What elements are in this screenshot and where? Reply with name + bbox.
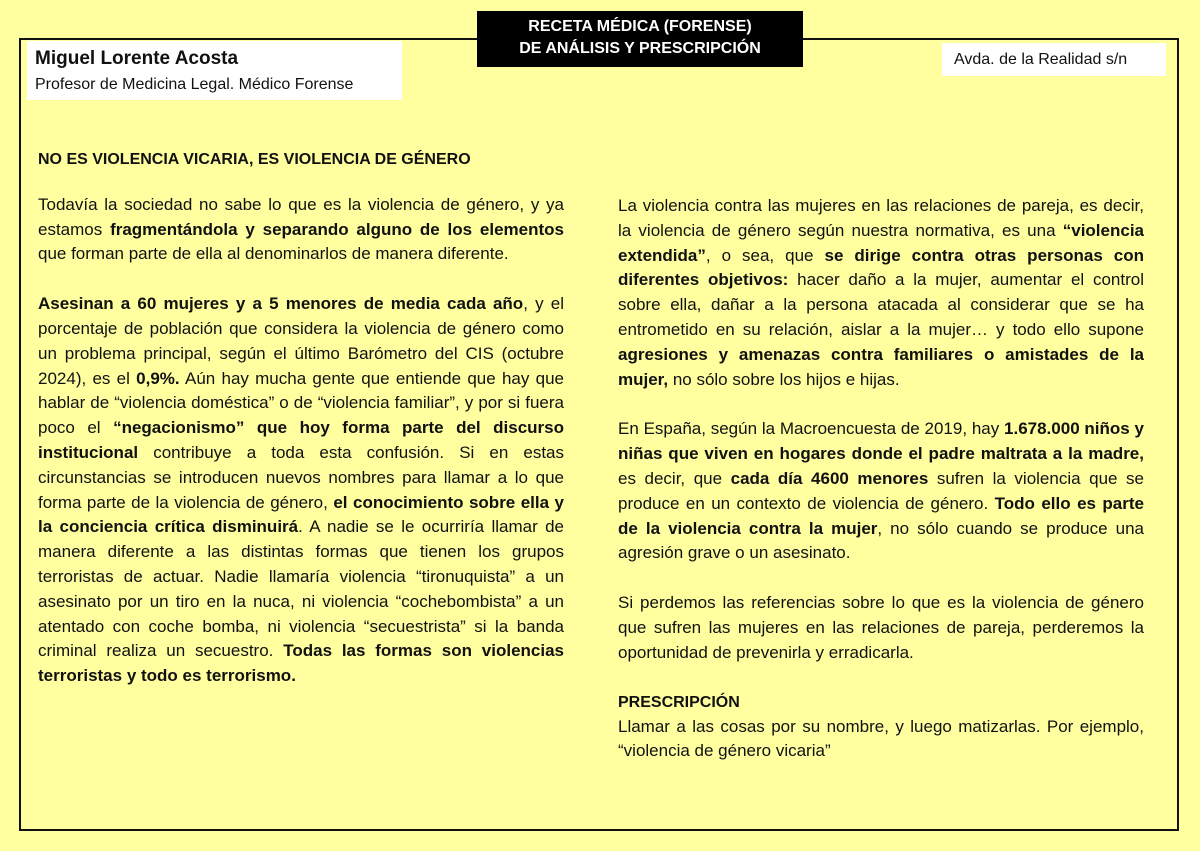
p2-bold-2: 0,9%. bbox=[136, 368, 180, 388]
p4-text-2: es decir, que bbox=[618, 468, 731, 488]
p4-text-4: , no sólo cuando se produce una agresión grave o un asesinato. bbox=[618, 518, 1144, 563]
paragraph-4 bbox=[618, 417, 1144, 566]
author-card bbox=[27, 41, 402, 100]
article-heading: NO ES VIOLENCIA VICARIA, ES VIOLENCIA DE GÉNERO bbox=[38, 151, 471, 168]
p1-text-a: Todavía la sociedad no sabe lo que es la violencia de género, y ya estamos bbox=[38, 194, 564, 239]
address-card: Avda. de la Realidad s/n bbox=[942, 43, 1166, 76]
title-line-1: RECETA MÉDICA (FORENSE) bbox=[528, 18, 752, 35]
p4-bold-2: cada día 4600 menores bbox=[730, 468, 929, 488]
left-column bbox=[38, 148, 564, 714]
p3-bold-3: agresiones y amenazas contra familiares o amistades de la mujer, bbox=[618, 344, 1144, 389]
document-title bbox=[477, 11, 803, 67]
p4-text-3: sufren la violencia que se produce en un contexto de violencia de género. bbox=[618, 468, 1144, 513]
paragraph-2 bbox=[38, 292, 564, 689]
p2-text-1: , y el porcentaje de población que considera la violencia de género como un problema principal, según el último Barómetro del CIS (octubre 2024), es el bbox=[38, 294, 564, 388]
prescription-title: PRESCRIPCIÓN bbox=[618, 693, 740, 711]
p2-bold-4: el conocimiento sobre ella y la conciencia crítica disminuirá bbox=[38, 492, 565, 537]
title-line-2: DE ANÁLISIS Y PRESCRIPCIÓN bbox=[519, 40, 761, 57]
author-role: Profesor de Medicina Legal. Médico Forense bbox=[35, 76, 354, 93]
p2-bold-1: Asesinan a 60 mujeres y a 5 menores de media cada año bbox=[38, 294, 524, 314]
p3-text-1: La violencia contra las mujeres en las relaciones de pareja, es decir, la violencia de género según nuestra normativa, es una bbox=[618, 196, 1144, 240]
p4-text-1: En España, según la Macroencuesta de 2019, hay bbox=[618, 419, 1005, 439]
p1-bold-1: fragmentándola y separando alguno de los elementos bbox=[110, 219, 565, 239]
paragraph-1 bbox=[38, 193, 564, 267]
p2-bold-3: “negacionismo” que hoy forma parte del discurso institucional bbox=[38, 418, 564, 462]
prescription-body: Llamar a las cosas por su nombre, y luego matizarlas. Por ejemplo, “violencia de género vicaria” bbox=[618, 716, 1144, 761]
p3-text-4: no sólo sobre los hijos e hijas. bbox=[668, 369, 900, 389]
p2-text-2: Aún hay mucha gente que entiende que hay que hablar de “violencia doméstica” o de “violencia familiar”, y por si fuera poco el bbox=[38, 368, 564, 438]
p2-text-3: contribuye a toda esta confusión. Si en estas circunstancias se introducen nuevos nombres para llamar a lo que forma parte de la violencia de género, bbox=[38, 442, 564, 512]
p3-bold-1: “violencia extendida” bbox=[618, 220, 1144, 265]
p3-bold-2: se dirige contra otras personas con diferentes objetivos: bbox=[618, 245, 1144, 290]
p4-bold-3: Todo ello es parte de la violencia contra la mujer bbox=[618, 493, 1144, 538]
p4-bold-1: 1.678.000 niños y niñas que viven en hogares donde el padre maltrata a la madre, bbox=[618, 419, 1144, 464]
p1-text-c: que forman parte de ella al denominarlos de manera diferente. bbox=[38, 244, 509, 264]
author-name: Miguel Lorente Acosta bbox=[35, 48, 239, 69]
paragraph-5: Si perdemos las referencias sobre lo que es la violencia de género que sufren las mujeres en las relaciones de pareja, perderemos la oportunidad de prevenirla y erradicarla. bbox=[618, 593, 1144, 662]
p3-text-2: , o sea, que bbox=[705, 245, 825, 265]
p3-text-3: hacer daño a la mujer, aumentar el control sobre ella, dañar a la persona atacada al considerar que se ha entrometido en su relación, aislar a la mujer… y todo ello supone bbox=[618, 270, 1144, 339]
p2-bold-5: Todas las formas son violencias terroristas y todo es terrorismo. bbox=[38, 641, 564, 686]
paragraph-3 bbox=[618, 194, 1144, 392]
right-column bbox=[618, 194, 1144, 764]
p2-text-4: . A nadie se le ocurriría llamar de manera diferente a las distintas formas que tienen los grupos terroristas de actuar. Nadie llamaría violencia “tironuquista” a un asesinato por un tiro en la nuca, ni violencia “cochebombista” a un atentado con coche bomba, ni violencia “secuestrista” si la banda criminal realiza un secuestro. bbox=[38, 517, 564, 661]
